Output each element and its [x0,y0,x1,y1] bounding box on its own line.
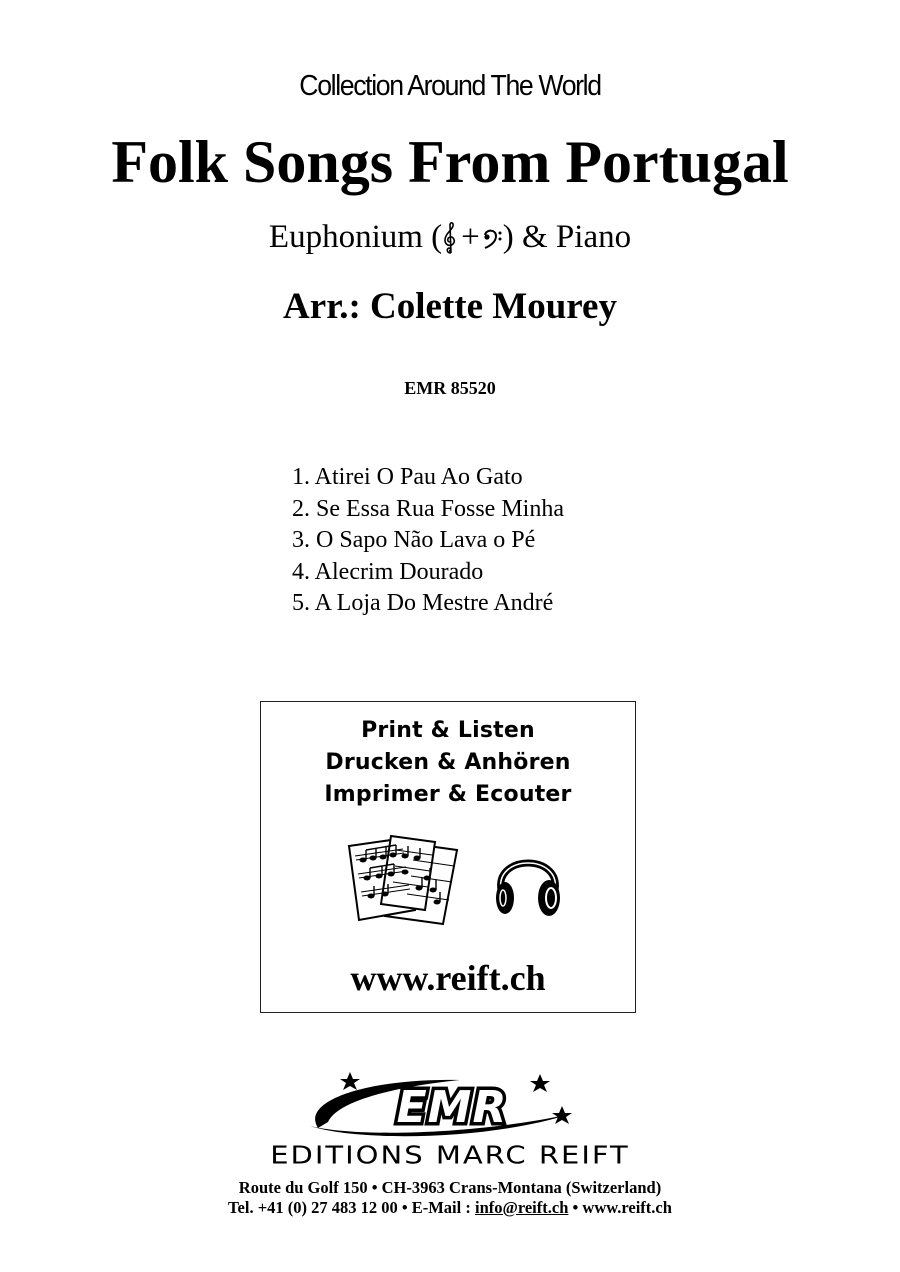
print-listen-box [260,701,636,1013]
sheet-music-icon [339,832,469,927]
promo-line-german: Drucken & Anhören [325,750,571,775]
track-item: 3. O Sapo Não Lava o Pé [292,527,536,553]
instrument-name: Euphonium ( [268,219,443,255]
arranger: Arr.: Colette Mourey [283,286,617,327]
headphones-icon [493,842,563,922]
contact-website[interactable]: • www.reift.ch [568,1198,672,1217]
email-link[interactable]: info@reift.ch [474,1198,569,1217]
emr-logo-text: EMR [396,1082,508,1133]
clef-plus: + [461,219,480,255]
catalog-number: EMR 85520 [404,378,496,398]
series-title: Collection Around The World [299,70,601,102]
emr-logo [240,1070,660,1140]
publisher-name: EDITIONS MARC REIFT [270,1140,630,1170]
instrument-accompaniment: ) & Piano [502,219,632,255]
contact-phone: Tel. +41 (0) 27 483 12 00 • E-Mail : [228,1198,475,1217]
page-title: Folk Songs From Portugal [111,129,789,195]
promo-line-french: Imprimer & Ecouter [324,782,572,807]
publisher-address: Route du Golf 150 • CH-3963 Crans-Montana (Switzerland) [238,1178,662,1197]
track-item: 1. Atirei O Pau Ao Gato [292,464,523,490]
instrumentation [0,219,900,256]
track-list [292,462,564,620]
bass-clef-icon [483,227,503,251]
track-item: 2. Se Essa Rua Fosse Minha [292,495,564,522]
track-item: 4. Alecrim Dourado [292,558,484,585]
publisher-contact [0,1198,900,1218]
treble-clef-icon [442,221,458,255]
promo-line-english: Print & Listen [361,718,535,743]
promo-website[interactable]: www.reift.ch [350,958,546,998]
track-item: 5. A Loja Do Mestre André [292,590,554,616]
